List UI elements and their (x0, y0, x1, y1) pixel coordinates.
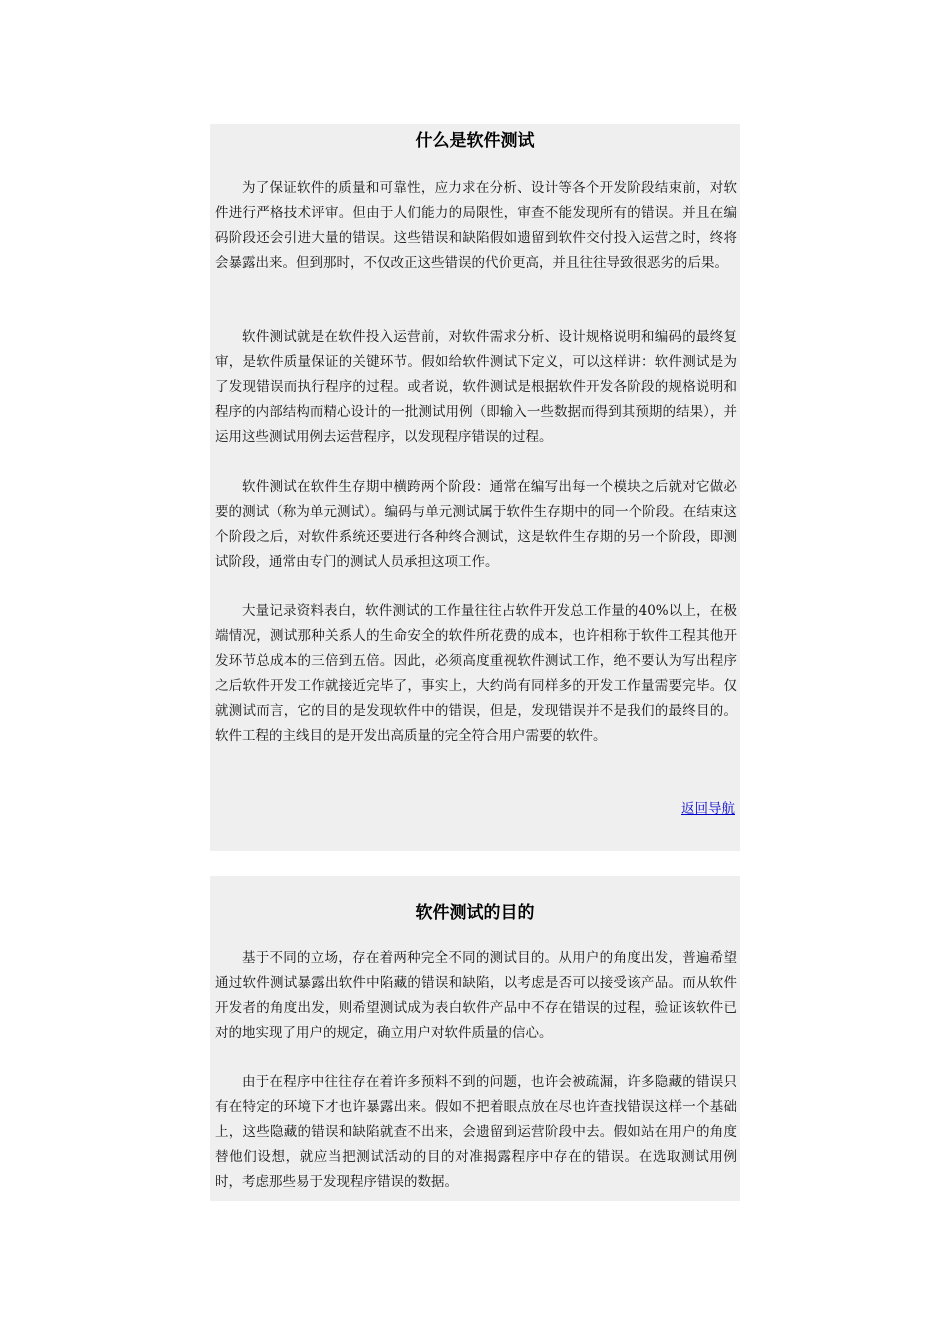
paragraph: 软件测试在软件生存期中横跨两个阶段：通常在编写出每一个模块之后就对它做必要的测试（称为单元测试）。编码与单元测试属于软件生存期中的同一个阶段。在结束这个阶段之后，对软件系统还要进行各种终合测试，这是软件生存期的另一个阶段，即测试阶段，通常由专门的测试人员承担这项工作。 (215, 479, 737, 570)
section-title: 什么是软件测试 (415, 131, 535, 151)
section-title: 软件测试的目的 (415, 903, 535, 923)
paragraph: 为了保证软件的质量和可靠性，应力求在分析、设计等各个开发阶段结束前，对软件进行严格技术评审。但由于人们能力的局限性，审查不能发现所有的错误。并且在编码阶段还会引进大量的错误。这些错误和缺陷假如遗留到软件交付投入运营之时，终将会暴露出来。但到那时，不仅改正这些错误的代价更高，并且往往导致很恶劣的后果。 (215, 180, 737, 271)
back-to-navigation-link[interactable]: 返回导航 (681, 801, 735, 817)
section-testing-purpose (210, 876, 740, 1201)
paragraph: 软件测试就是在软件投入运营前，对软件需求分析、设计规格说明和编码的最终复审，是软件质量保证的关键环节。假如给软件测试下定义，可以这样讲：软件测试是为了发现错误而执行程序的过程。或者说，软件测试是根据软件开发各阶段的规格说明和程序的内部结构而精心设计的一批测试用例（即输入一些数据而得到其预期的结果），并运用这些测试用例去运营程序，以发现程序错误的过程。 (215, 329, 737, 445)
paragraph: 基于不同的立场，存在着两种完全不同的测试目的。从用户的角度出发，普遍希望通过软件测试暴露出软件中陷藏的错误和缺陷，以考虑是否可以接受该产品。而从软件开发者的角度出发，则希望测试成为表白软件产品中不存在错误的过程，验证该软件已对的地实现了用户的规定，确立用户对软件质量的信心。 (215, 950, 737, 1041)
section-what-is-testing (210, 124, 740, 851)
paragraph: 大量记录资料表白，软件测试的工作量往往占软件开发总工作量的40%以上，在极端情况，测试那种关系人的生命安全的软件所花费的成本，也许相称于软件工程其他开发环节总成本的三倍到五倍。因此，必须高度重视软件测试工作，绝不要认为写出程序之后软件开发工作就接近完毕了，事实上，大约尚有同样多的开发工作量需要完毕。仅就测试而言，它的目的是发现软件中的错误，但是，发现错误并不是我们的最终目的。软件工程的主线目的是开发出高质量的完全符合用户需要的软件。 (215, 603, 737, 744)
paragraph: 由于在程序中往往存在着许多预料不到的问题，也许会被疏漏，许多隐藏的错误只有在特定的环境下才也许暴露出来。假如不把着眼点放在尽也许查找错误这样一个基础上，这些隐藏的错误和缺陷就查不出来，会遗留到运营阶段中去。假如站在用户的角度替他们设想，就应当把测试活动的目的对准揭露程序中存在的错误。在选取测试用例时，考虑那些易于发现程序错误的数据。 (215, 1074, 737, 1190)
